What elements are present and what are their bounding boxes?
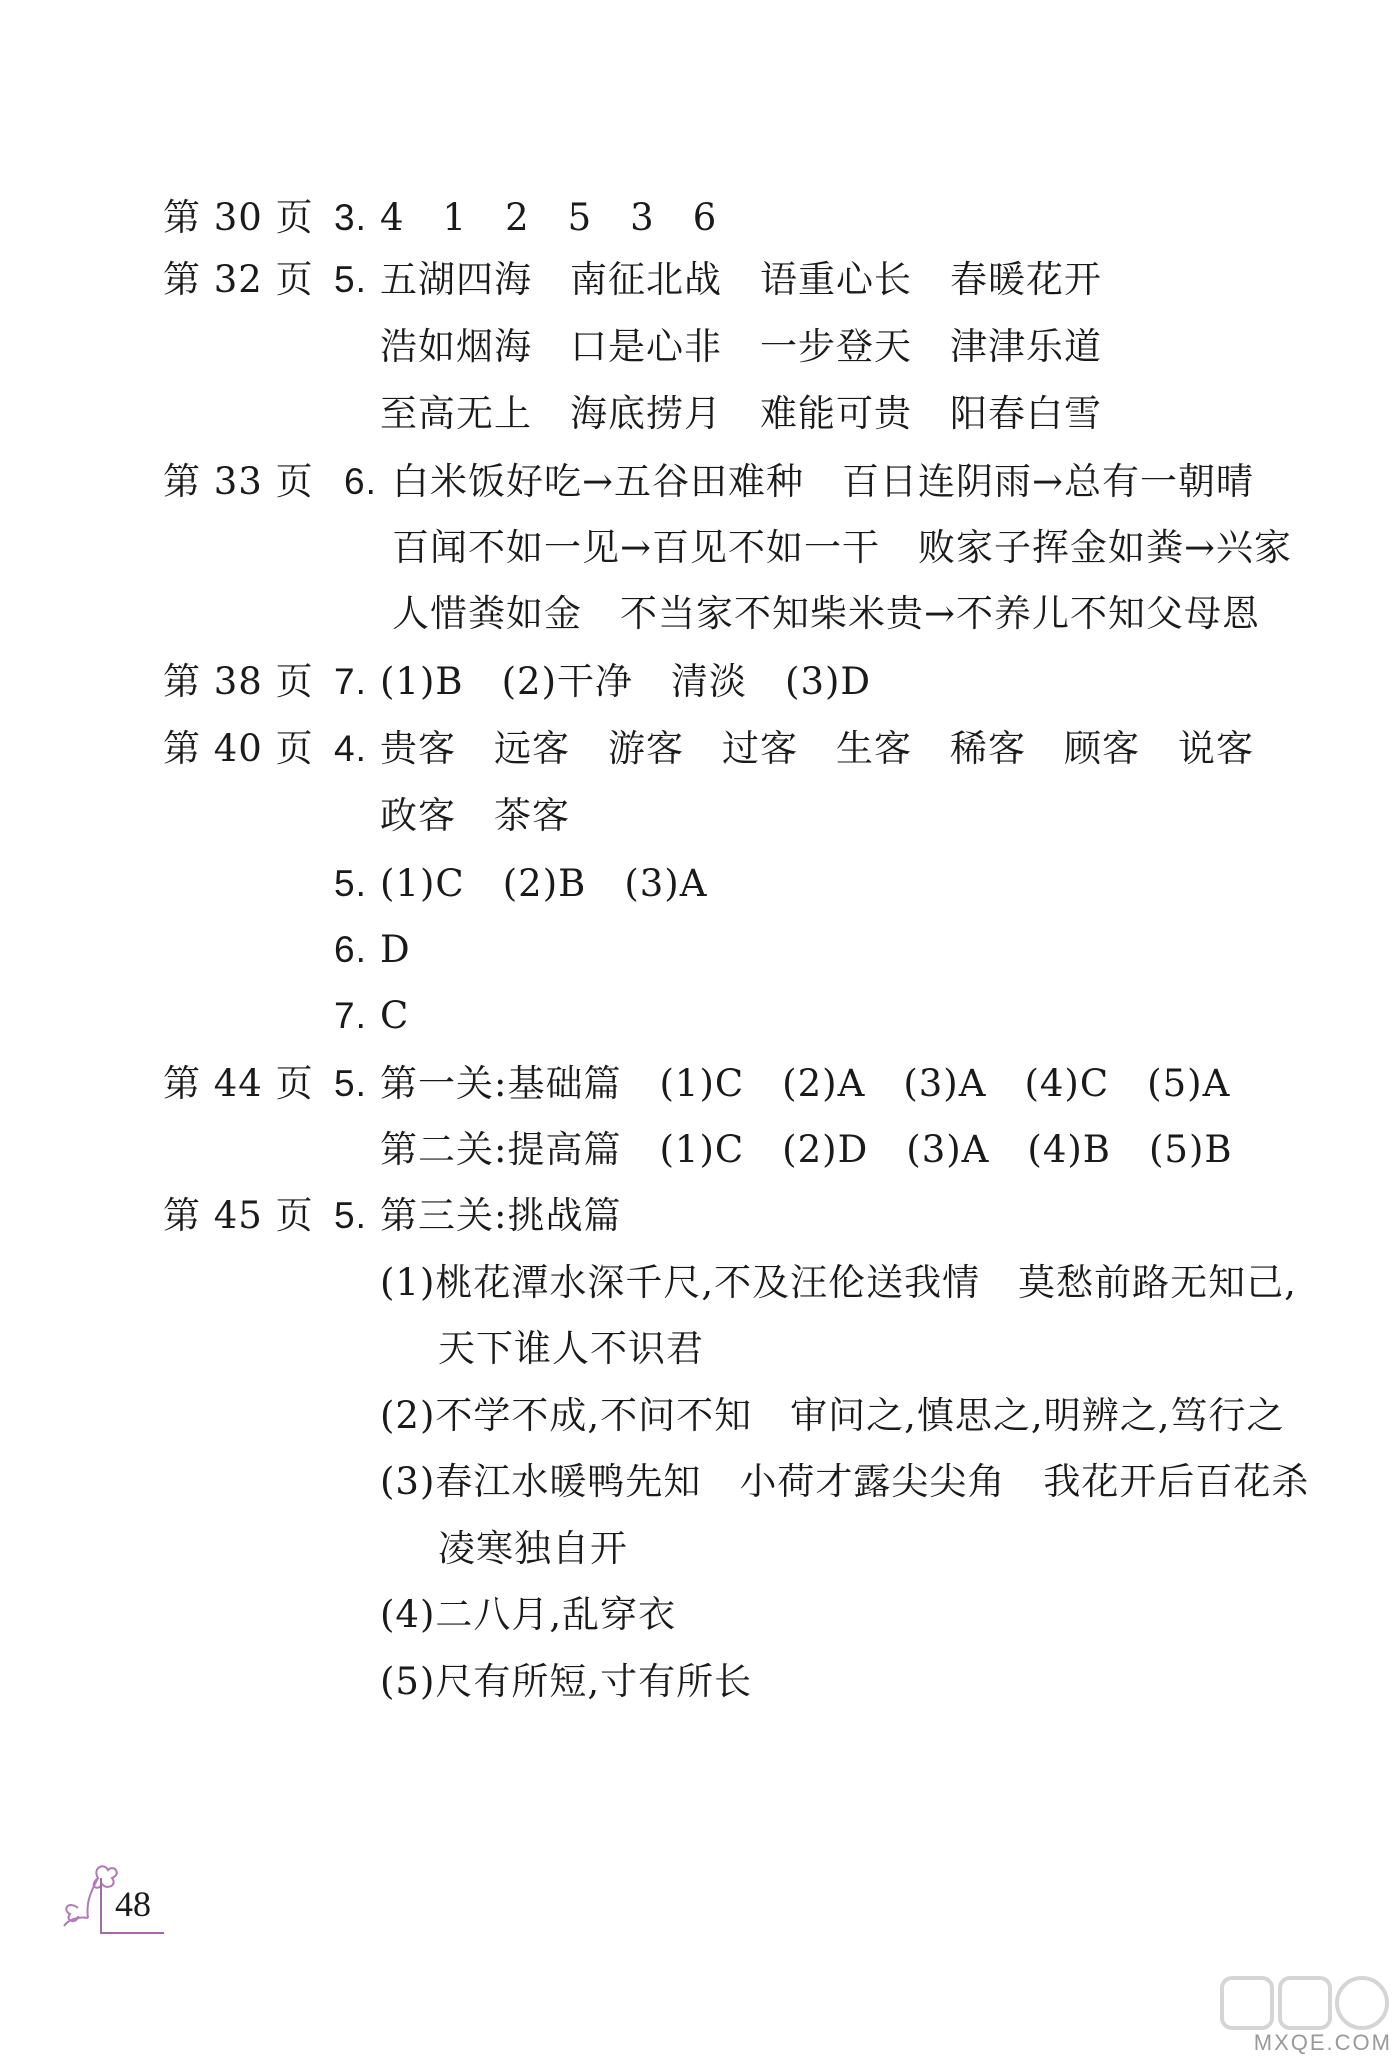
answer-text: 至高无上 海底捞月 难能可贵 阳春白雪 (380, 392, 1102, 435)
answer-text: 天下谁人不识君 (438, 1327, 704, 1370)
page-label: 第 32 页 (163, 258, 314, 301)
answer-text: 第三关:挑战篇 (380, 1194, 622, 1237)
answer-text: 第一关:基础篇 (1)C (2)A (3)A (4)C (5)A (380, 1062, 1231, 1105)
page-label: 第 44 页 (163, 1062, 314, 1105)
answer-text: (2)不学不成,不问不知 审问之,慎思之,明辨之,笃行之 (380, 1394, 1285, 1437)
answer-text: 百闻不如一见→百见不如一干 败家子挥金如粪→兴家 (392, 526, 1293, 569)
question-number: 6. (334, 929, 367, 970)
page-label: 第 45 页 (163, 1194, 314, 1237)
page-label: 第 33 页 (163, 460, 314, 503)
answer-text: C (380, 994, 410, 1037)
answer-text: 4 1 2 5 3 6 (380, 196, 718, 239)
answer-text: 政客 茶客 (380, 794, 570, 837)
answer-text: 人惜粪如金 不当家不知柴米贵→不养儿不知父母恩 (392, 592, 1261, 635)
answer-text: 第二关:提高篇 (1)C (2)D (3)A (4)B (5)B (380, 1128, 1233, 1171)
answer-text: D (380, 928, 411, 971)
question-number: 7. (334, 995, 367, 1036)
page-number: 48 (100, 1878, 164, 1934)
answer-text: (5)尺有所短,寸有所长 (380, 1660, 753, 1703)
question-number: 7. (334, 661, 367, 702)
answer-text: (3)春江水暖鸭先知 小荷才露尖尖角 我花开后百花杀 (380, 1460, 1310, 1503)
page-label: 第 40 页 (163, 727, 314, 770)
question-number: 6. (344, 461, 377, 502)
answer-text: 浩如烟海 口是心非 一步登天 津津乐道 (380, 325, 1102, 368)
answer-text: 五湖四海 南征北战 语重心长 春暖花开 (380, 258, 1102, 301)
question-number: 5. (334, 259, 367, 300)
answer-text: (1)桃花潭水深千尺,不及汪伦送我情 莫愁前路无知己, (380, 1261, 1297, 1304)
watermark-text: MXQE.COM (1253, 2030, 1392, 2055)
answer-text: (1)B (2)干净 清淡 (3)D (380, 660, 872, 703)
question-number: 3. (334, 197, 367, 238)
answer-text: 凌寒独自开 (438, 1527, 628, 1570)
page-label: 第 38 页 (163, 660, 314, 703)
page-label: 第 30 页 (163, 196, 314, 239)
question-number: 4. (334, 728, 367, 769)
answer-text: (1)C (2)B (3)A (380, 862, 708, 905)
answer-text: 贵客 远客 游客 过客 生客 稀客 顾客 说客 (380, 727, 1254, 770)
question-number: 5. (334, 1063, 367, 1104)
answer-text: (4)二八月,乱穿衣 (380, 1593, 677, 1636)
answer-text: 白米饭好吃→五谷田难种 百日连阴雨→总有一朝晴 (392, 460, 1255, 503)
question-number: 5. (334, 1195, 367, 1236)
question-number: 5. (334, 863, 367, 904)
